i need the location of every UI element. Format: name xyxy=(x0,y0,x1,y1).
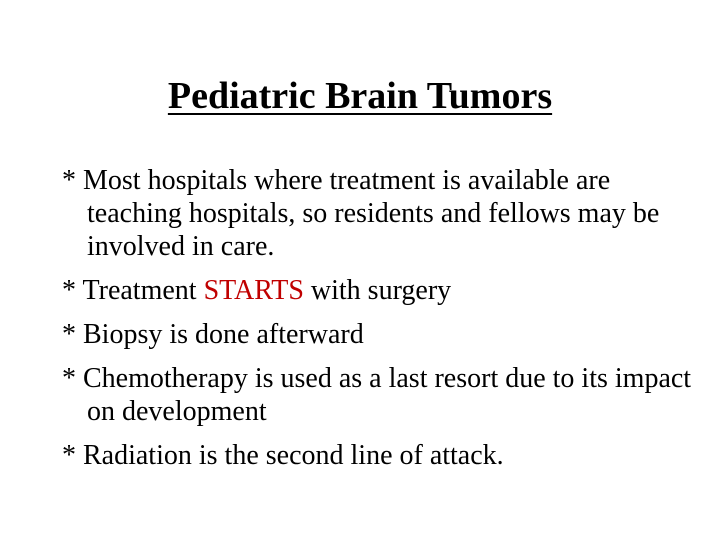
bullet-list xyxy=(62,164,702,483)
bullet-text-pre: Treatment xyxy=(82,275,204,306)
bullet-item xyxy=(62,318,702,351)
bullet-text: Biopsy is done afterward xyxy=(83,319,364,350)
bullet-item xyxy=(62,274,702,307)
bullet-item xyxy=(62,362,702,428)
bullet-marker: * xyxy=(62,440,76,471)
slide-title: Pediatric Brain Tumors xyxy=(167,75,553,117)
bullet-marker: * xyxy=(62,165,76,196)
bullet-text: Most hospitals where treatment is available are teaching hospitals, so residents and fellows may be involved in care. xyxy=(83,165,660,262)
bullet-emphasis: STARTS xyxy=(203,275,304,306)
bullet-marker: * xyxy=(62,275,76,306)
bullet-item xyxy=(62,439,702,472)
bullet-text: Chemotherapy is used as a last resort due to its impact on development xyxy=(83,363,692,427)
bullet-text: Radiation is the second line of attack. xyxy=(83,440,504,471)
bullet-text-post: with surgery xyxy=(303,275,452,306)
bullet-marker: * xyxy=(62,319,76,350)
bullet-marker: * xyxy=(62,363,76,394)
bullet-item xyxy=(62,164,702,263)
